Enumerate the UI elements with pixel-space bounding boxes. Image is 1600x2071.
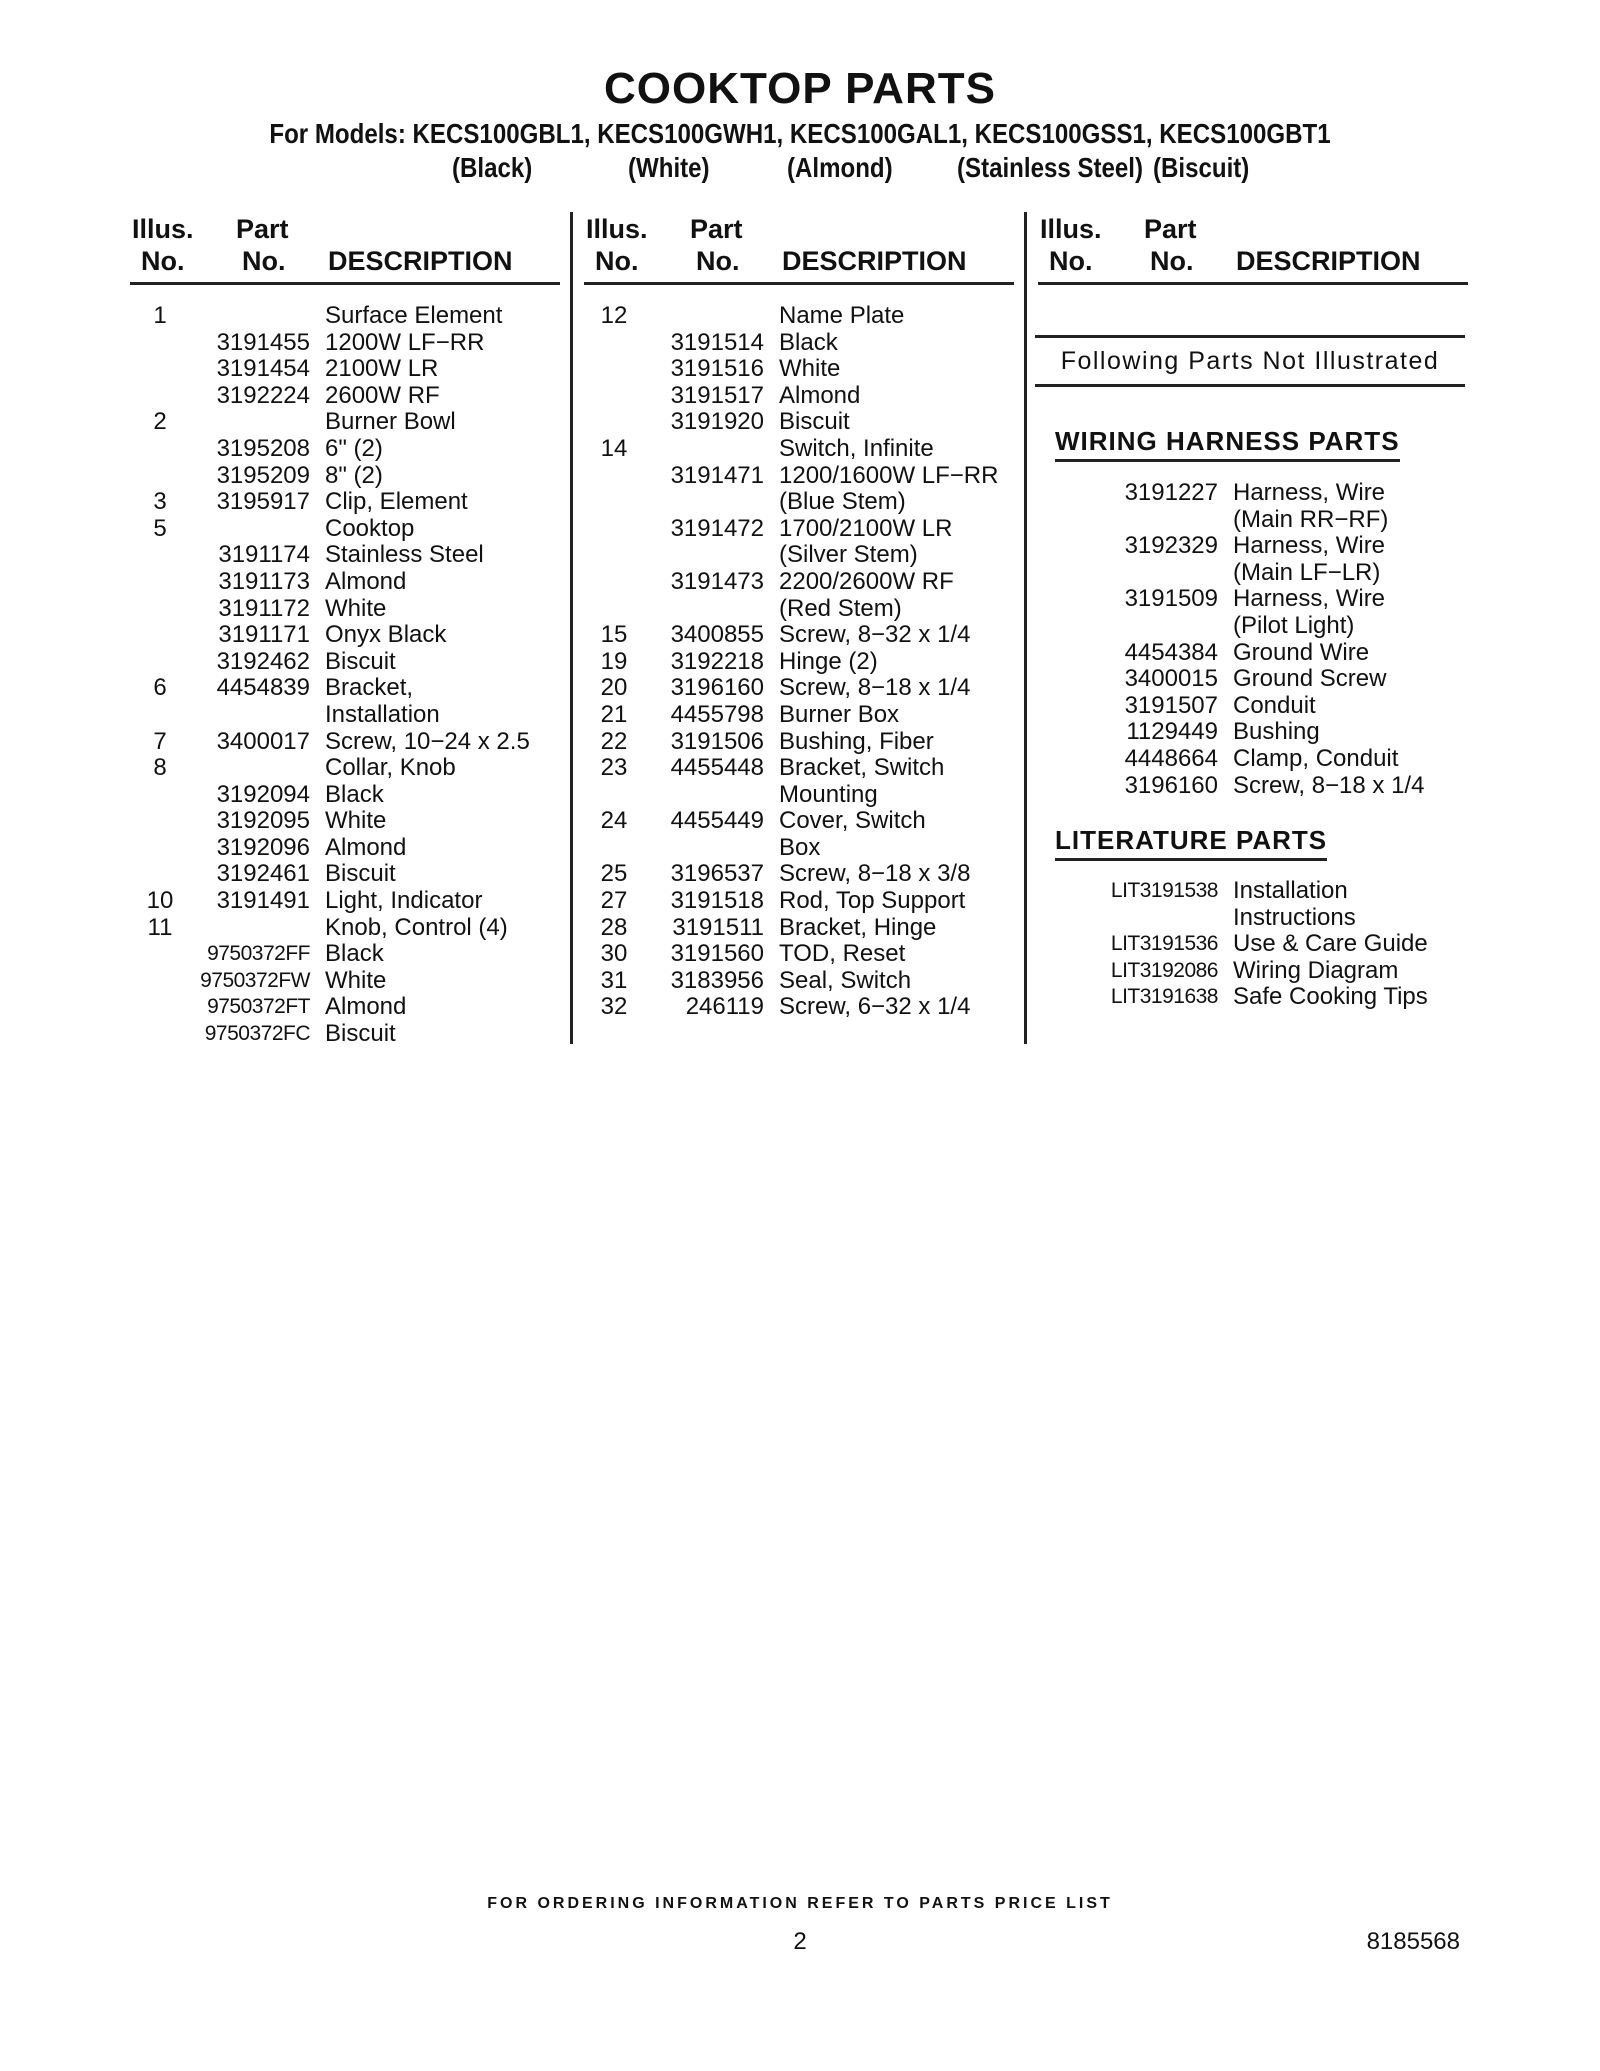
color-label: (White) bbox=[628, 152, 710, 183]
part-number: 4455448 bbox=[670, 754, 764, 782]
parts-row bbox=[130, 383, 560, 410]
illus-number: 14 bbox=[600, 434, 628, 462]
illus-number: 2 bbox=[153, 408, 167, 436]
part-number: 9750372FC bbox=[204, 1022, 310, 1046]
part-header: No. bbox=[242, 246, 286, 276]
part-number: LIT3191638 bbox=[1110, 985, 1218, 1009]
part-number: 3191491 bbox=[216, 887, 310, 915]
parts-row bbox=[584, 489, 1014, 516]
part-description: Collar, Knob bbox=[325, 754, 456, 782]
part-description: Conduit bbox=[1233, 691, 1316, 719]
illus-number: 32 bbox=[600, 993, 628, 1021]
part-number: 3191511 bbox=[672, 913, 764, 941]
part-description: Black bbox=[779, 328, 838, 356]
models-line: For Models: KECS100GBL1, KECS100GWH1, KECS100GAL1, KECS100GSS1, KECS100GBT1 bbox=[269, 118, 1331, 149]
part-description: (Main LF−LR) bbox=[1233, 558, 1381, 586]
part-number: 3192329 bbox=[1124, 532, 1218, 560]
part-description: Burner Box bbox=[779, 700, 900, 728]
parts-row bbox=[1038, 613, 1468, 640]
parts-row bbox=[1038, 984, 1468, 1011]
part-description: 6" (2) bbox=[325, 434, 383, 462]
part-description: Box bbox=[779, 833, 821, 861]
part-description: Ground Wire bbox=[1233, 638, 1370, 666]
part-number: 3191507 bbox=[1124, 691, 1218, 719]
parts-list bbox=[130, 303, 560, 1048]
parts-row bbox=[584, 915, 1014, 942]
illus-number: 27 bbox=[600, 887, 628, 915]
ordering-info-note: FOR ORDERING INFORMATION REFER TO PARTS PRICE LIST bbox=[487, 1895, 1113, 1912]
part-description: Screw, 8−18 x 1/4 bbox=[1233, 771, 1425, 799]
illus-header: No. bbox=[141, 246, 185, 276]
parts-row bbox=[130, 755, 560, 782]
part-number: 3191173 bbox=[218, 567, 310, 595]
parts-row bbox=[584, 569, 1014, 596]
parts-row bbox=[584, 861, 1014, 888]
wiring-parts-list bbox=[1038, 480, 1468, 799]
parts-row bbox=[584, 542, 1014, 569]
part-number: 3195209 bbox=[216, 461, 310, 489]
illus-number: 19 bbox=[600, 647, 628, 675]
part-description: Cooktop bbox=[325, 514, 415, 542]
part-number: LIT3191538 bbox=[1110, 879, 1218, 902]
part-number: 3191455 bbox=[216, 328, 310, 356]
parts-row bbox=[584, 409, 1014, 436]
illus-number: 21 bbox=[600, 700, 628, 728]
part-description: Almond bbox=[779, 381, 861, 409]
parts-row bbox=[1038, 773, 1468, 800]
parts-row bbox=[130, 835, 560, 862]
illus-number: 12 bbox=[600, 302, 628, 329]
part-description: Almond bbox=[325, 833, 407, 861]
part-description: Burner Bowl bbox=[325, 408, 456, 436]
parts-row bbox=[584, 596, 1014, 623]
part-description: Biscuit bbox=[779, 408, 850, 436]
part-description: Almond bbox=[325, 567, 407, 595]
parts-row bbox=[130, 516, 560, 543]
part-description: Hinge (2) bbox=[779, 647, 878, 675]
parts-row bbox=[130, 596, 560, 623]
illus-header: Illus. bbox=[1040, 214, 1102, 244]
illus-header: No. bbox=[595, 246, 639, 276]
parts-row bbox=[130, 542, 560, 569]
part-description: Knob, Control (4) bbox=[325, 913, 508, 941]
page-title: COOKTOP PARTS bbox=[604, 64, 996, 113]
part-number: 3183956 bbox=[670, 966, 764, 994]
part-description: (Blue Stem) bbox=[779, 488, 906, 516]
parts-row bbox=[1038, 560, 1468, 587]
part-description: Bushing bbox=[1233, 718, 1320, 746]
literature-parts-title: LITERATURE PARTS bbox=[1055, 825, 1327, 861]
part-number: 3192218 bbox=[670, 647, 764, 675]
parts-row bbox=[584, 994, 1014, 1021]
part-number: 1129449 bbox=[1126, 718, 1218, 746]
part-description: Black bbox=[325, 940, 384, 968]
part-number: 3400015 bbox=[1124, 665, 1218, 693]
parts-row bbox=[1038, 666, 1468, 693]
parts-column-2 bbox=[584, 212, 1014, 1021]
part-description: White bbox=[325, 966, 387, 994]
part-description: Switch, Infinite bbox=[779, 434, 934, 462]
part-number: 4454839 bbox=[216, 674, 310, 702]
document-number: 8185568 bbox=[1366, 1928, 1460, 1955]
parts-row bbox=[1038, 905, 1468, 932]
part-description: 8" (2) bbox=[325, 461, 383, 489]
illus-number: 30 bbox=[600, 940, 628, 968]
parts-row bbox=[130, 808, 560, 835]
part-number: 3191174 bbox=[218, 541, 310, 569]
color-label: (Black) bbox=[452, 152, 533, 183]
part-description: Bracket, Hinge bbox=[779, 913, 937, 941]
part-description: 2200/2600W RF bbox=[779, 567, 954, 595]
part-description: Safe Cooking Tips bbox=[1233, 983, 1428, 1011]
illus-number: 23 bbox=[600, 754, 628, 782]
part-description: Screw, 10−24 x 2.5 bbox=[325, 727, 530, 755]
illus-number: 1 bbox=[153, 302, 167, 329]
description-header: DESCRIPTION bbox=[328, 246, 513, 276]
parts-row bbox=[584, 649, 1014, 676]
illus-number: 28 bbox=[600, 913, 628, 941]
parts-row bbox=[130, 702, 560, 729]
parts-row bbox=[584, 729, 1014, 756]
description-header: DESCRIPTION bbox=[782, 246, 967, 276]
part-description: Screw, 6−32 x 1/4 bbox=[779, 993, 971, 1021]
part-number: LIT3191536 bbox=[1110, 932, 1218, 956]
part-number: 3192094 bbox=[216, 780, 310, 808]
illus-number: 8 bbox=[153, 754, 167, 782]
part-description: Surface Element bbox=[325, 302, 503, 329]
parts-row bbox=[130, 941, 560, 968]
column-header bbox=[584, 212, 1014, 285]
parts-row bbox=[1038, 719, 1468, 746]
parts-row bbox=[1038, 640, 1468, 667]
illus-number: 5 bbox=[153, 514, 167, 542]
parts-row bbox=[130, 915, 560, 942]
part-description: (Red Stem) bbox=[779, 594, 902, 622]
color-label: (Biscuit) bbox=[1153, 152, 1250, 183]
parts-row bbox=[130, 622, 560, 649]
parts-row bbox=[584, 303, 1014, 330]
part-description: 2600W RF bbox=[325, 381, 440, 409]
parts-row bbox=[130, 888, 560, 915]
parts-row bbox=[130, 303, 560, 330]
part-description: Clamp, Conduit bbox=[1233, 744, 1399, 772]
part-header: Part bbox=[1144, 214, 1197, 244]
part-number: LIT3192086 bbox=[1110, 958, 1218, 982]
parts-row bbox=[584, 622, 1014, 649]
part-description: White bbox=[779, 355, 841, 383]
parts-row bbox=[584, 675, 1014, 702]
page-number: 2 bbox=[793, 1928, 807, 1955]
part-description: Installation bbox=[1233, 877, 1348, 904]
parts-row bbox=[130, 330, 560, 357]
parts-row bbox=[1038, 586, 1468, 613]
part-number: 3191506 bbox=[670, 727, 764, 755]
wiring-harness-title: WIRING HARNESS PARTS bbox=[1055, 426, 1400, 462]
part-number: 4448664 bbox=[1124, 744, 1218, 772]
parts-row bbox=[130, 489, 560, 516]
parts-row bbox=[584, 436, 1014, 463]
parts-row bbox=[584, 782, 1014, 809]
part-description: Biscuit bbox=[325, 1020, 396, 1048]
column-header bbox=[130, 212, 560, 285]
part-number: 3191471 bbox=[670, 461, 764, 489]
part-description: 1200/1600W LF−RR bbox=[779, 461, 999, 489]
parts-row bbox=[1038, 533, 1468, 560]
part-number: 3191473 bbox=[670, 567, 764, 595]
part-description: Use & Care Guide bbox=[1233, 930, 1428, 958]
parts-row bbox=[130, 649, 560, 676]
part-description: Stainless Steel bbox=[325, 541, 484, 569]
illus-number: 24 bbox=[600, 807, 628, 835]
part-number: 3191171 bbox=[218, 621, 310, 649]
parts-row bbox=[130, 994, 560, 1021]
part-description: Almond bbox=[325, 993, 407, 1021]
parts-row bbox=[584, 356, 1014, 383]
part-number: 9750372FT bbox=[207, 995, 310, 1019]
parts-row bbox=[584, 941, 1014, 968]
column-divider bbox=[1024, 212, 1027, 1044]
part-number: 4454384 bbox=[1124, 638, 1218, 666]
color-label: (Stainless Steel) bbox=[957, 152, 1144, 183]
parts-row bbox=[1038, 878, 1468, 905]
part-description: Mounting bbox=[779, 780, 878, 808]
colors-line bbox=[0, 152, 1600, 188]
part-header: No. bbox=[1150, 246, 1194, 276]
parts-row bbox=[130, 968, 560, 995]
part-description: Bushing, Fiber bbox=[779, 727, 934, 755]
part-description: Instructions bbox=[1233, 903, 1356, 931]
part-number: 3400855 bbox=[670, 621, 764, 649]
parts-row bbox=[584, 808, 1014, 835]
part-number: 3196537 bbox=[670, 860, 764, 888]
part-number: 3192461 bbox=[216, 860, 310, 888]
part-number: 3195917 bbox=[216, 488, 310, 516]
part-number: 3195208 bbox=[216, 434, 310, 462]
part-description: Harness, Wire bbox=[1233, 585, 1386, 613]
part-number: 3196160 bbox=[670, 674, 764, 702]
part-description: Seal, Switch bbox=[779, 966, 912, 994]
part-description: White bbox=[325, 594, 387, 622]
description-header: DESCRIPTION bbox=[1236, 246, 1421, 276]
parts-row bbox=[584, 330, 1014, 357]
parts-row bbox=[1038, 480, 1468, 507]
part-number: 3192462 bbox=[216, 647, 310, 675]
illus-number: 11 bbox=[147, 913, 173, 941]
parts-row bbox=[1038, 958, 1468, 985]
part-number: 3192095 bbox=[216, 807, 310, 835]
parts-row bbox=[1038, 507, 1468, 534]
part-description: (Silver Stem) bbox=[779, 541, 918, 569]
parts-row bbox=[584, 755, 1014, 782]
part-number: 3400017 bbox=[216, 727, 310, 755]
column-divider bbox=[570, 212, 573, 1044]
parts-row bbox=[584, 516, 1014, 543]
parts-row bbox=[130, 1021, 560, 1048]
part-description: White bbox=[325, 807, 387, 835]
part-description: Screw, 8−32 x 1/4 bbox=[779, 621, 971, 649]
illus-number: 7 bbox=[153, 727, 167, 755]
illus-number: 6 bbox=[153, 674, 167, 702]
parts-row bbox=[130, 356, 560, 383]
part-description: (Pilot Light) bbox=[1233, 611, 1355, 639]
illus-number: 10 bbox=[146, 887, 174, 915]
parts-row bbox=[584, 835, 1014, 862]
parts-row bbox=[130, 569, 560, 596]
parts-row bbox=[130, 861, 560, 888]
part-number: 3192096 bbox=[216, 833, 310, 861]
part-description: Clip, Element bbox=[325, 488, 468, 516]
illus-number: 15 bbox=[600, 621, 628, 649]
parts-row bbox=[584, 888, 1014, 915]
part-number: 4455798 bbox=[670, 700, 764, 728]
part-header: Part bbox=[236, 214, 289, 244]
part-header: Part bbox=[690, 214, 743, 244]
parts-row bbox=[584, 702, 1014, 729]
parts-column-1 bbox=[130, 212, 560, 1048]
part-description: Black bbox=[325, 780, 384, 808]
part-number: 3192224 bbox=[216, 381, 310, 409]
part-header: No. bbox=[696, 246, 740, 276]
part-number: 3191509 bbox=[1124, 585, 1218, 613]
not-illustrated-note: Following Parts Not Illustrated bbox=[1035, 335, 1465, 387]
part-number: 3191920 bbox=[670, 408, 764, 436]
part-number: 9750372FW bbox=[200, 968, 310, 992]
part-number: 246119 bbox=[685, 993, 764, 1021]
part-description: Harness, Wire bbox=[1233, 479, 1386, 506]
part-description: Screw, 8−18 x 1/4 bbox=[779, 674, 971, 702]
part-description: Bracket, Switch bbox=[779, 754, 945, 782]
parts-row bbox=[130, 409, 560, 436]
illus-header: Illus. bbox=[586, 214, 648, 244]
part-number: 3191560 bbox=[670, 940, 764, 968]
part-description: Biscuit bbox=[325, 860, 396, 888]
illus-number: 22 bbox=[600, 727, 628, 755]
illus-number: 25 bbox=[600, 860, 628, 888]
parts-row bbox=[130, 436, 560, 463]
column-header bbox=[1038, 212, 1468, 285]
part-description: Onyx Black bbox=[325, 621, 447, 649]
part-number: 3191172 bbox=[218, 594, 310, 622]
parts-list bbox=[584, 303, 1014, 1021]
parts-row bbox=[130, 675, 560, 702]
part-description: 2100W LR bbox=[325, 355, 439, 383]
part-description: TOD, Reset bbox=[779, 940, 906, 968]
part-description: Ground Screw bbox=[1233, 665, 1387, 693]
parts-column-3 bbox=[1038, 212, 1468, 285]
part-description: Bracket, bbox=[325, 674, 414, 702]
parts-row bbox=[584, 463, 1014, 490]
part-number: 3191518 bbox=[670, 887, 764, 915]
parts-row bbox=[1038, 931, 1468, 958]
parts-row bbox=[584, 968, 1014, 995]
part-description: Rod, Top Support bbox=[779, 887, 966, 915]
part-number: 3191514 bbox=[670, 328, 764, 356]
part-description: (Main RR−RF) bbox=[1233, 505, 1389, 533]
part-number: 3191454 bbox=[216, 355, 310, 383]
illus-header: No. bbox=[1049, 246, 1093, 276]
part-description: 1200W LF−RR bbox=[325, 328, 485, 356]
parts-row bbox=[584, 383, 1014, 410]
parts-row bbox=[130, 782, 560, 809]
part-number: 3191227 bbox=[1124, 479, 1218, 506]
part-description: Light, Indicator bbox=[325, 887, 483, 915]
color-label: (Almond) bbox=[787, 152, 893, 183]
part-number: 9750372FF bbox=[207, 942, 310, 966]
part-number: 4455449 bbox=[670, 807, 764, 835]
part-description: Screw, 8−18 x 3/8 bbox=[779, 860, 971, 888]
illus-number: 31 bbox=[600, 966, 628, 994]
parts-row bbox=[1038, 693, 1468, 720]
part-number: 3196160 bbox=[1124, 771, 1218, 799]
part-number: 3191472 bbox=[670, 514, 764, 542]
part-description: Harness, Wire bbox=[1233, 532, 1386, 560]
part-description: Biscuit bbox=[325, 647, 396, 675]
illus-number: 3 bbox=[153, 488, 167, 516]
illus-number: 20 bbox=[600, 674, 628, 702]
part-description: Installation bbox=[325, 700, 440, 728]
part-description: 1700/2100W LR bbox=[779, 514, 953, 542]
parts-row bbox=[1038, 746, 1468, 773]
part-number: 3191516 bbox=[670, 355, 764, 383]
parts-row bbox=[130, 729, 560, 756]
parts-row bbox=[130, 463, 560, 490]
illus-header: Illus. bbox=[132, 214, 194, 244]
part-description: Wiring Diagram bbox=[1233, 956, 1399, 984]
part-number: 3191517 bbox=[670, 381, 764, 409]
part-description: Name Plate bbox=[779, 302, 905, 329]
part-description: Cover, Switch bbox=[779, 807, 926, 835]
literature-parts-list bbox=[1038, 878, 1468, 1011]
